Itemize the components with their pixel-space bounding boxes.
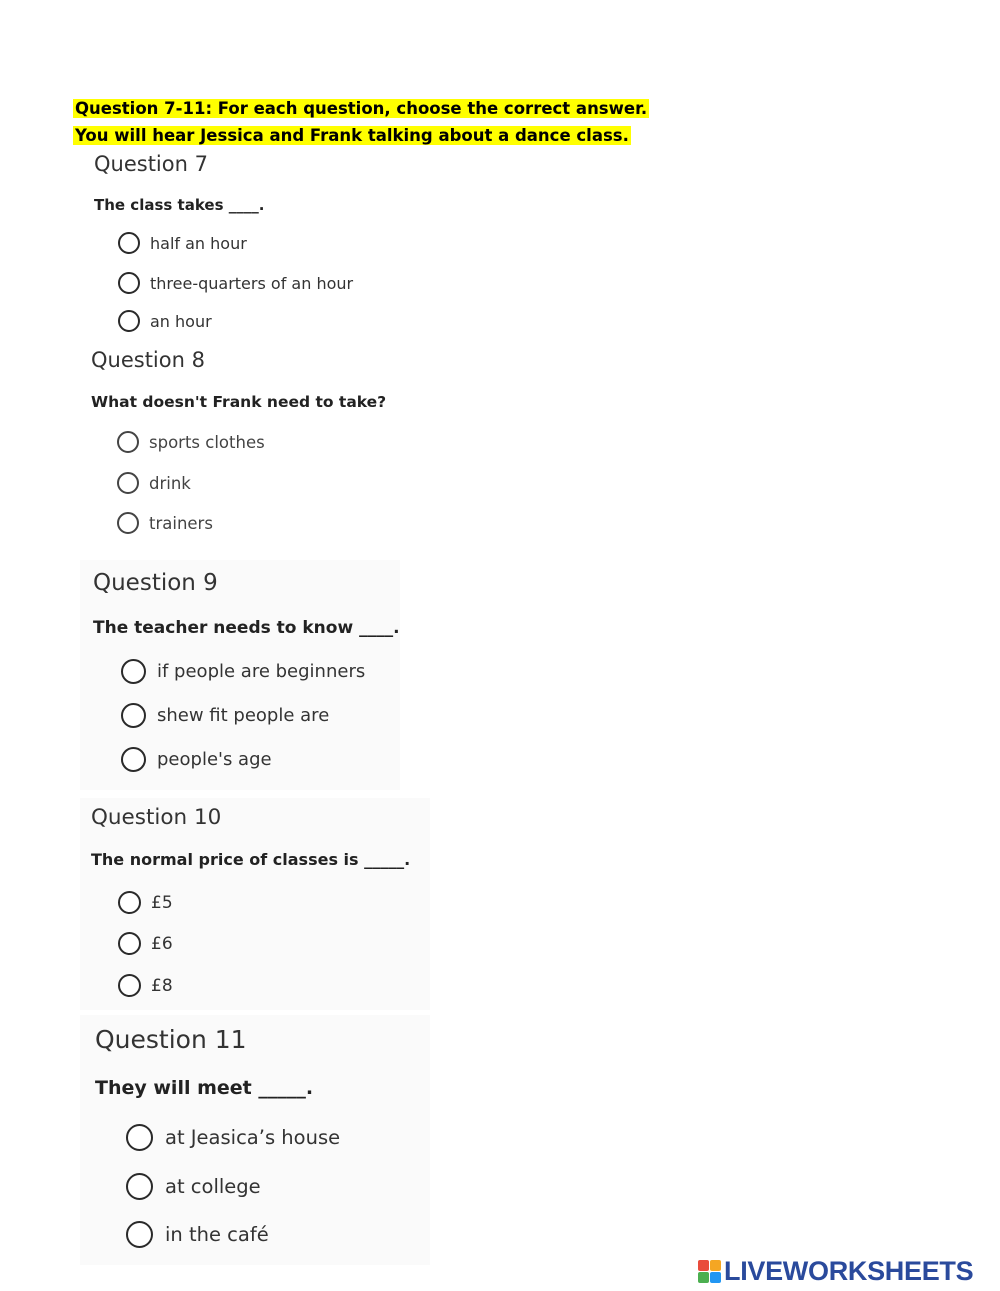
question-title: Question 8	[91, 348, 205, 372]
question-title: Question 7	[94, 152, 208, 176]
question-text: What doesn't Frank need to take?	[91, 393, 387, 411]
logo-tile-1	[698, 1260, 709, 1271]
question-text: They will meet _____.	[95, 1077, 314, 1099]
question-title: Question 9	[93, 570, 218, 596]
option-college[interactable]	[126, 1173, 261, 1200]
radio-button[interactable]	[126, 1221, 153, 1248]
option-sports-clothes[interactable]	[117, 431, 265, 453]
logo-tile-4	[710, 1272, 721, 1283]
question-text: The teacher needs to know ____.	[93, 618, 400, 638]
option-label: sports clothes	[149, 432, 265, 452]
option-label: if people are beginners	[157, 661, 366, 682]
instructions-line-2: You will hear Jessica and Frank talking about a dance class.	[75, 126, 629, 145]
option-trainers[interactable]	[117, 512, 213, 534]
option-6-pounds[interactable]	[118, 932, 173, 955]
liveworksheets-logo-icon	[698, 1260, 721, 1283]
radio-button[interactable]	[117, 512, 139, 534]
option-label: three-quarters of an hour	[150, 273, 354, 293]
liveworksheets-brand	[698, 1256, 973, 1287]
radio-button[interactable]	[118, 272, 140, 294]
radio-button[interactable]	[117, 431, 139, 453]
radio-button[interactable]	[126, 1124, 153, 1151]
option-drink[interactable]	[117, 472, 191, 494]
option-label: at college	[165, 1175, 261, 1198]
radio-button[interactable]	[121, 703, 146, 728]
option-label: drink	[149, 473, 191, 493]
option-half-an-hour[interactable]	[118, 232, 247, 254]
radio-button[interactable]	[118, 891, 141, 914]
radio-button[interactable]	[118, 232, 140, 254]
radio-button[interactable]	[121, 747, 146, 772]
option-fit[interactable]	[121, 703, 329, 728]
question-title: Question 11	[95, 1025, 247, 1054]
option-label: £5	[151, 892, 173, 913]
option-jessicas-house[interactable]	[126, 1124, 340, 1151]
option-label: half an hour	[150, 233, 247, 253]
radio-button[interactable]	[118, 310, 140, 332]
option-label: trainers	[149, 513, 213, 533]
radio-button[interactable]	[126, 1173, 153, 1200]
option-beginners[interactable]	[121, 659, 365, 684]
option-label: in the café	[165, 1223, 269, 1246]
option-label: shew fit people are	[157, 705, 330, 726]
option-cafe[interactable]	[126, 1221, 269, 1248]
brand-name: LIVEWORKSHEETS	[724, 1256, 974, 1286]
logo-tile-2	[710, 1260, 721, 1271]
radio-button[interactable]	[118, 974, 141, 997]
option-8-pounds[interactable]	[118, 974, 173, 997]
radio-button[interactable]	[121, 659, 146, 684]
instructions	[73, 95, 649, 149]
option-label: an hour	[150, 311, 212, 331]
option-three-quarters[interactable]	[118, 272, 353, 294]
option-label: £8	[151, 975, 173, 996]
option-label: at Jeasica’s house	[165, 1126, 341, 1149]
radio-button[interactable]	[118, 932, 141, 955]
question-text: The normal price of classes is _____.	[91, 850, 411, 869]
logo-tile-3	[698, 1272, 709, 1283]
radio-button[interactable]	[117, 472, 139, 494]
question-title: Question 10	[91, 805, 222, 830]
question-text: The class takes ____.	[94, 196, 265, 214]
option-5-pounds[interactable]	[118, 891, 173, 914]
option-label: people's age	[157, 749, 272, 770]
option-an-hour[interactable]	[118, 310, 212, 332]
instructions-line-1: Question 7-11: For each question, choose the correct answer.	[75, 99, 648, 118]
option-age[interactable]	[121, 747, 272, 772]
option-label: £6	[151, 933, 173, 954]
